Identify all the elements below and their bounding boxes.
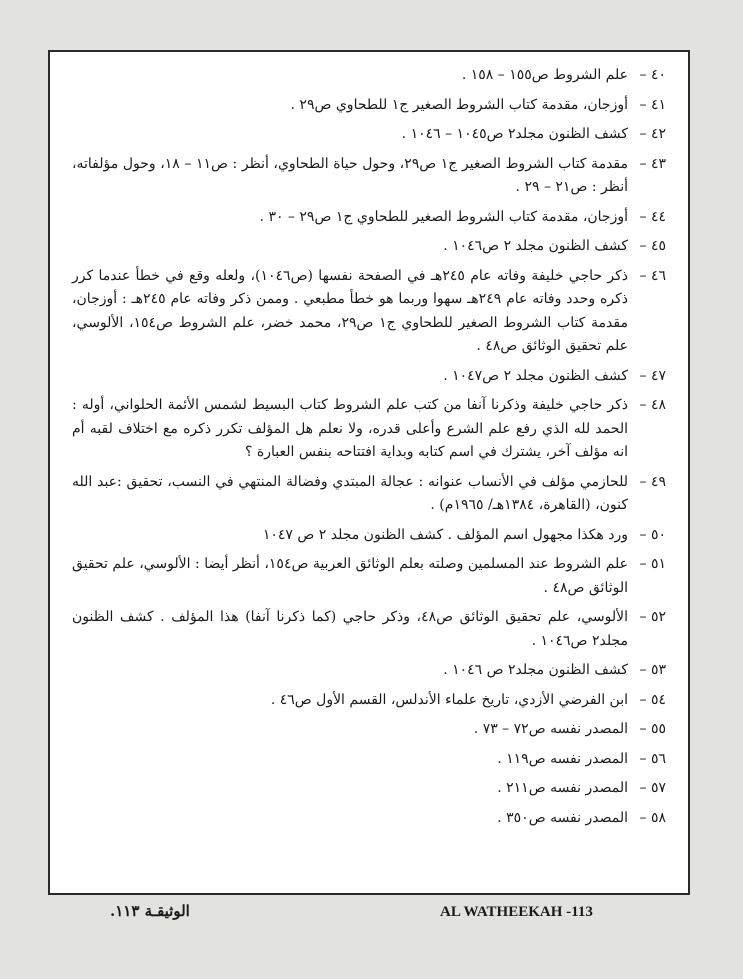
endnote-number: ٥٤ – — [639, 691, 666, 708]
endnote-text: كشف الظنون مجلد٢ ص١٠٤٥ – ١٠٤٦ . — [401, 126, 628, 142]
footer-journal-page-latin: AL WATHEEKAH -113 — [440, 904, 593, 920]
endnote-text: ورد هكذا مجهول اسم المؤلف . كشف الظنون مجلد ٢ ص ١٠٤٧ — [262, 526, 628, 543]
page-frame — [48, 50, 690, 895]
endnote-item — [72, 471, 666, 518]
endnote-text: المصدر نفسه ص٢١١ . — [497, 780, 628, 796]
endnote-item — [72, 718, 666, 742]
endnote-number: ٤٥ – — [639, 238, 666, 254]
endnote-number: ٥١ – — [639, 556, 666, 572]
endnote-text: كشف الظنون مجلد٢ ص ١٠٤٦ . — [443, 662, 628, 678]
endnote-number: ٤١ – — [639, 96, 666, 113]
endnote-number: ٤٣ – — [639, 155, 666, 172]
endnote-item — [72, 64, 666, 88]
endnote-number: ٤٢ – — [639, 126, 666, 142]
endnote-item — [72, 524, 666, 548]
footer-journal-page-arabic: الوثيقـة ١١٣. — [110, 902, 190, 920]
endnote-text: علم الشروط عند المسلمين وصلته بعلم الوثائق العربية ص١٥٤، أنظر أيضا : الألوسي، علم تحقيق الوثائق ص٤٨ . — [72, 556, 629, 596]
endnote-item — [72, 689, 666, 713]
page-footer — [48, 904, 690, 924]
endnote-number: ٥٠ – — [639, 526, 666, 543]
endnote-text: ابن الفرضي الأزدي، تاريخ علماء الأندلس، القسم الأول ص٤٦ . — [270, 691, 628, 708]
endnote-text: كشف الظنون مجلد ٢ ص١٠٤٦ . — [443, 238, 628, 254]
endnote-item — [72, 394, 666, 465]
endnote-number: ٤٤ – — [639, 208, 666, 225]
endnote-text: ذكر حاجي خليفة وذكرنا آنفا من كتب علم الشروط كتاب البسيط لشمس الأئمة الحلواني، أوله : الحمد لله الذي رفع علم الشرع وأعلى قدره، ولا نعلم هل المؤلف تكرر ذكره مع اختلاف لقبه أم انه مؤلف آخر، يشترك في اسم كتابه وبداية افتتاحه بنفس العبارة ؟ — [72, 397, 628, 460]
endnote-text: للحازمي مؤلف في الأنساب عنوانه : عجالة المبتدي وفضالة المنتهي في النسب، تحقيق :عبد الله كنون، (القاهرة، ١٣٨٤هـ/ ١٩٦٥م) . — [72, 473, 628, 513]
endnote-text: المصدر نفسه ص٧٢ – ٧٣ . — [473, 721, 628, 737]
endnote-text: الألوسي، علم تحقيق الوثائق ص٤٨، وذكر حاجي (كما ذكرنا آنفا) هذا المؤلف . كشف الظنون مجلد٢ ص١٠٤٦ . — [72, 609, 628, 649]
endnote-number: ٤٧ – — [639, 367, 666, 384]
endnote-item — [72, 94, 666, 118]
endnote-text: المصدر نفسه ص١١٩ . — [497, 750, 628, 767]
endnote-item — [72, 748, 666, 772]
endnote-text: المصدر نفسه ص٣٥٠ . — [497, 809, 628, 826]
endnote-number: ٥٦ – — [639, 750, 666, 767]
endnote-number: ٥٣ – — [639, 662, 666, 678]
endnote-item — [72, 777, 666, 801]
endnote-item — [72, 123, 666, 147]
endnote-text: مقدمة كتاب الشروط الصغير ج١ ص٢٩، وحول حياة الطحاوي، أنظر : ص١١ – ١٨، وحول مؤلفاته، أنظر : ص٢١ – ٢٩ . — [72, 155, 628, 195]
endnote-text: ذكر حاجي خليفة وفاته عام ٢٤٥هـ في الصفحة نفسها (ص١٠٤٦)، ولعله وقع في خطأ عندما كرر ذكره وحدد وفاته عام ٢٤٩هـ سهوا وربما هو خطأ مطبعي . وممن ذكر وفاته عام ٢٤٥هـ : أوزجان، مقدمة كتاب الشروط الصغير للطحاوي ج١ ص٢٩، محمد خضر، علم الشروط ص١٥٤، الألوسي، علم تحقيق الوثائق ص٤٨ . — [72, 267, 628, 354]
endnote-item — [72, 553, 666, 600]
endnote-number: ٥٧ – — [639, 780, 666, 796]
endnote-item — [72, 606, 666, 653]
endnote-item — [72, 265, 666, 359]
endnote-item — [72, 365, 666, 389]
endnote-item — [72, 235, 666, 259]
endnote-text: أوزجان، مقدمة كتاب الشروط الصغير للطحاوي ج١ ص٢٩ – ٣٠ . — [259, 208, 628, 225]
endnote-text: كشف الظنون مجلد ٢ ص١٠٤٧ . — [443, 367, 628, 384]
endnote-number: ٤٦ – — [639, 267, 666, 284]
endnote-text: أوزجان، مقدمة كتاب الشروط الصغير ج١ للطحاوي ص٢٩ . — [290, 96, 628, 113]
endnote-number: ٤٨ – — [639, 397, 666, 413]
endnote-number: ٤٩ – — [639, 473, 666, 490]
endnote-item — [72, 206, 666, 230]
endnote-number: ٥٨ – — [639, 809, 666, 826]
endnote-number: ٥٢ – — [639, 609, 666, 625]
endnotes-list — [72, 64, 666, 836]
endnote-item — [72, 807, 666, 831]
endnote-item — [72, 659, 666, 683]
endnote-number: ٤٠ – — [639, 67, 666, 83]
endnote-text: علم الشروط ص١٥٥ – ١٥٨ . — [461, 67, 628, 83]
endnote-number: ٥٥ – — [639, 721, 666, 737]
endnote-item — [72, 153, 666, 200]
